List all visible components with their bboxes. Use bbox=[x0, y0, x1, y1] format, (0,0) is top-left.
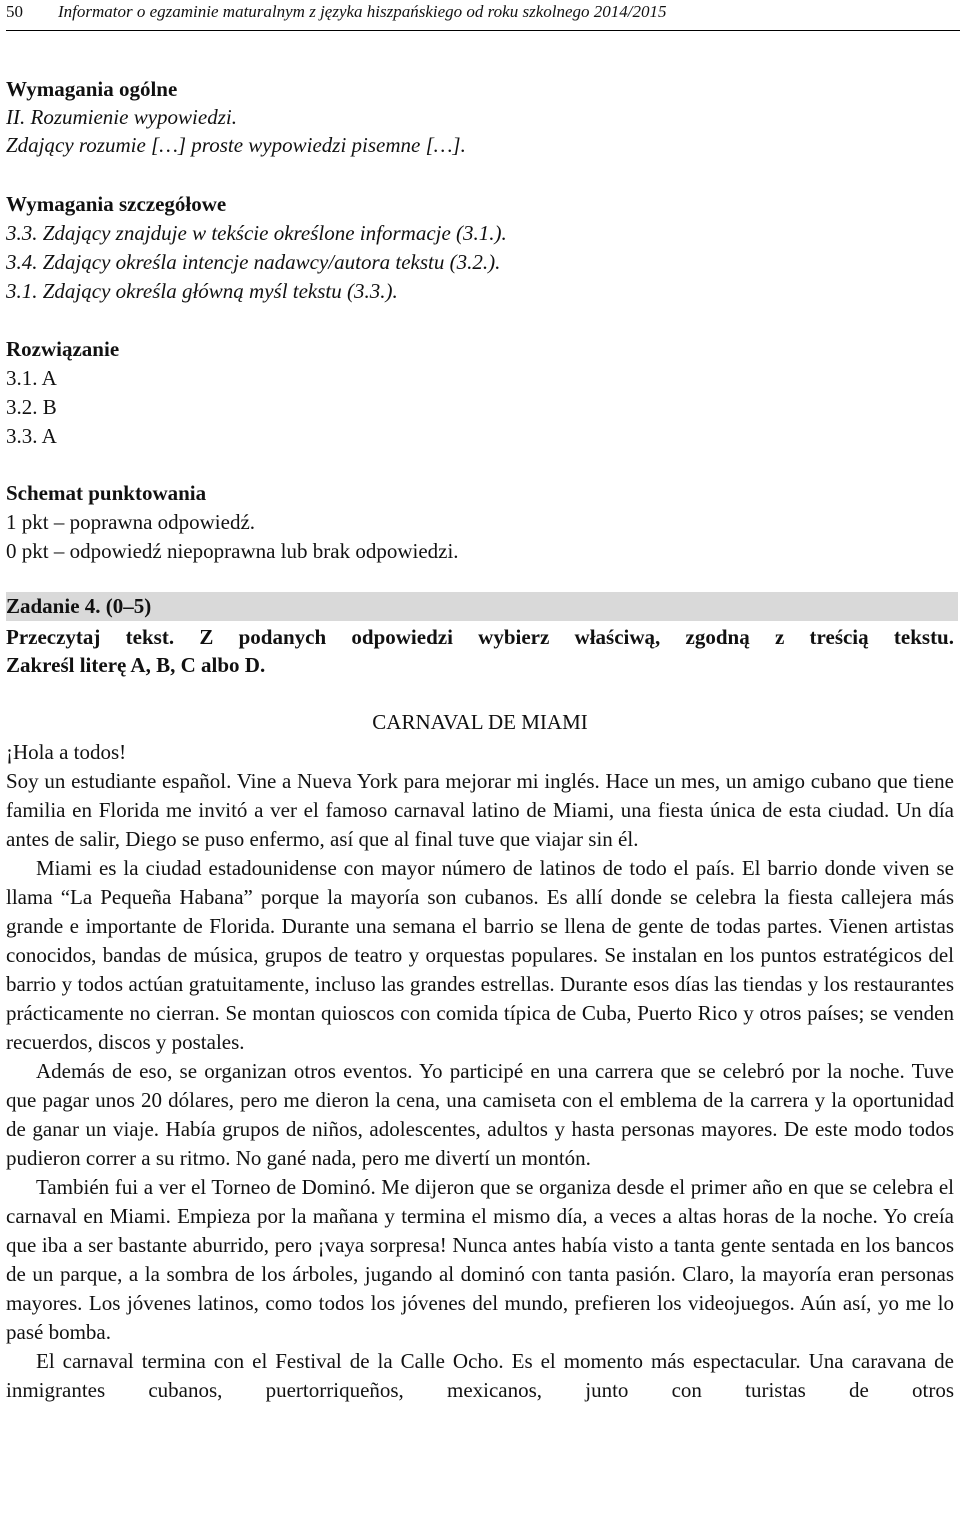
article-body bbox=[6, 738, 954, 1405]
solution-answer: 3.2. B bbox=[6, 395, 57, 419]
task-title: Zadanie 4. (0–5) bbox=[6, 594, 152, 618]
scoring-heading: Schemat punktowania bbox=[6, 481, 207, 505]
task-instruction: Zakreśl literę A, B, C albo D. bbox=[6, 653, 266, 677]
article-paragraph: Además de eso, se organizan otros eventos. Yo participé en una carrera que se celebró por la noche. Tuve que pagar unos 20 dólares, pero me dieron la cena, una camiseta con el emblema de la carrera y la oportunidad de ganar un viaje. Había grupos de niños, adolescentes, adultos y hasta personas mayores. De este modo todos pudieron correr a su ritmo. No gané nada, pero me divertí un montón. bbox=[6, 1059, 954, 1170]
article-greeting: ¡Hola a todos! bbox=[6, 740, 127, 764]
requirement-item: 3.4. Zdający określa intencje nadawcy/autora tekstu (3.2.). bbox=[6, 250, 501, 274]
task-title-bar bbox=[6, 592, 958, 621]
page-number: 50 bbox=[6, 2, 23, 21]
article-title: CARNAVAL DE MIAMI bbox=[372, 710, 588, 734]
page-header bbox=[6, 2, 666, 22]
requirements-general-heading: Wymagania ogólne bbox=[6, 77, 178, 101]
article-paragraph: Miami es la ciudad estadounidense con mayor número de latinos de todo el país. El barrio donde viven se llama “La Pequeña Habana” porque la mayoría son cubanos. Es allí donde se celebra la fiesta callejera más grande e importante de Florida. Durante una semana el barrio se llena de gente de todas partes. Vienen artistas conocidos, bandas de música, grupos de teatro y orquestas populares. Se instalan en los puntos estratégicos del barrio y todos actúan gratuitamente, incluso las grandes estrellas. Durante esos días las tiendas y los restaurantes prácticamente no cierran. Se montan quioscos con comida típica de Cuba, Puerto Rico y otros países; se venden recuerdos, discos y postales. bbox=[6, 856, 954, 1054]
scoring-line: 1 pkt – poprawna odpowiedź. bbox=[6, 510, 256, 534]
task-instruction: Przeczytaj tekst. Z podanych odpowiedzi wybierz właściwą, zgodną z treścią tekstu. bbox=[6, 625, 954, 649]
requirement-item: 3.3. Zdający znajduje w tekście określone informacje (3.1.). bbox=[6, 221, 507, 245]
requirements-general-line: Zdający rozumie […] proste wypowiedzi pisemne […]. bbox=[6, 133, 466, 157]
header-title: Informator o egzaminie maturalnym z języka hiszpańskiego od roku szkolnego 2014/2015 bbox=[58, 2, 667, 21]
scoring-line: 0 pkt – odpowiedź niepoprawna lub brak odpowiedzi. bbox=[6, 539, 459, 563]
requirements-general-line: II. Rozumienie wypowiedzi. bbox=[6, 105, 237, 129]
article-paragraph: También fui a ver el Torneo de Dominó. Me dijeron que se organiza desde el primer año en que se celebra el carnaval en Miami. Empieza por la mañana y termina el mismo día, a veces a altas horas de la noche. Yo creía que iba a ser bastante aburrido, pero ¡vaya sorpresa! Nunca antes había visto a tanta gente sentada en los bancos de un parque, a la sombra de los árboles, jugando al dominó con tanta pasión. Claro, la mayoría eran personas mayores. Los jóvenes latinos, como todos los jóvenes del mundo, prefieren los videojuegos. Aún así, yo me lo pasé bomba. bbox=[6, 1175, 954, 1344]
header-rule bbox=[6, 30, 960, 31]
solution-answer: 3.1. A bbox=[6, 366, 57, 390]
solution-heading: Rozwiązanie bbox=[6, 337, 120, 361]
requirement-item: 3.1. Zdający określa główną myśl tekstu (3.3.). bbox=[6, 279, 398, 303]
article-paragraph: Soy un estudiante español. Vine a Nueva York para mejorar mi inglés. Hace un mes, un amigo cubano que tiene familia en Florida me invitó a ver el famoso carnaval latino de Miami, una fiesta única de esta ciudad. Un día antes de salir, Diego se puso enfermo, así que al final tuve que viajar sin él. bbox=[6, 769, 954, 851]
solution-answer: 3.3. A bbox=[6, 424, 57, 448]
article-paragraph: El carnaval termina con el Festival de la Calle Ocho. Es el momento más espectacular. Una caravana de inmigrantes cubanos, puertorriqueños, mexicanos, junto con turistas de otros bbox=[6, 1349, 954, 1402]
requirements-detailed-heading: Wymagania szczegółowe bbox=[6, 192, 227, 216]
